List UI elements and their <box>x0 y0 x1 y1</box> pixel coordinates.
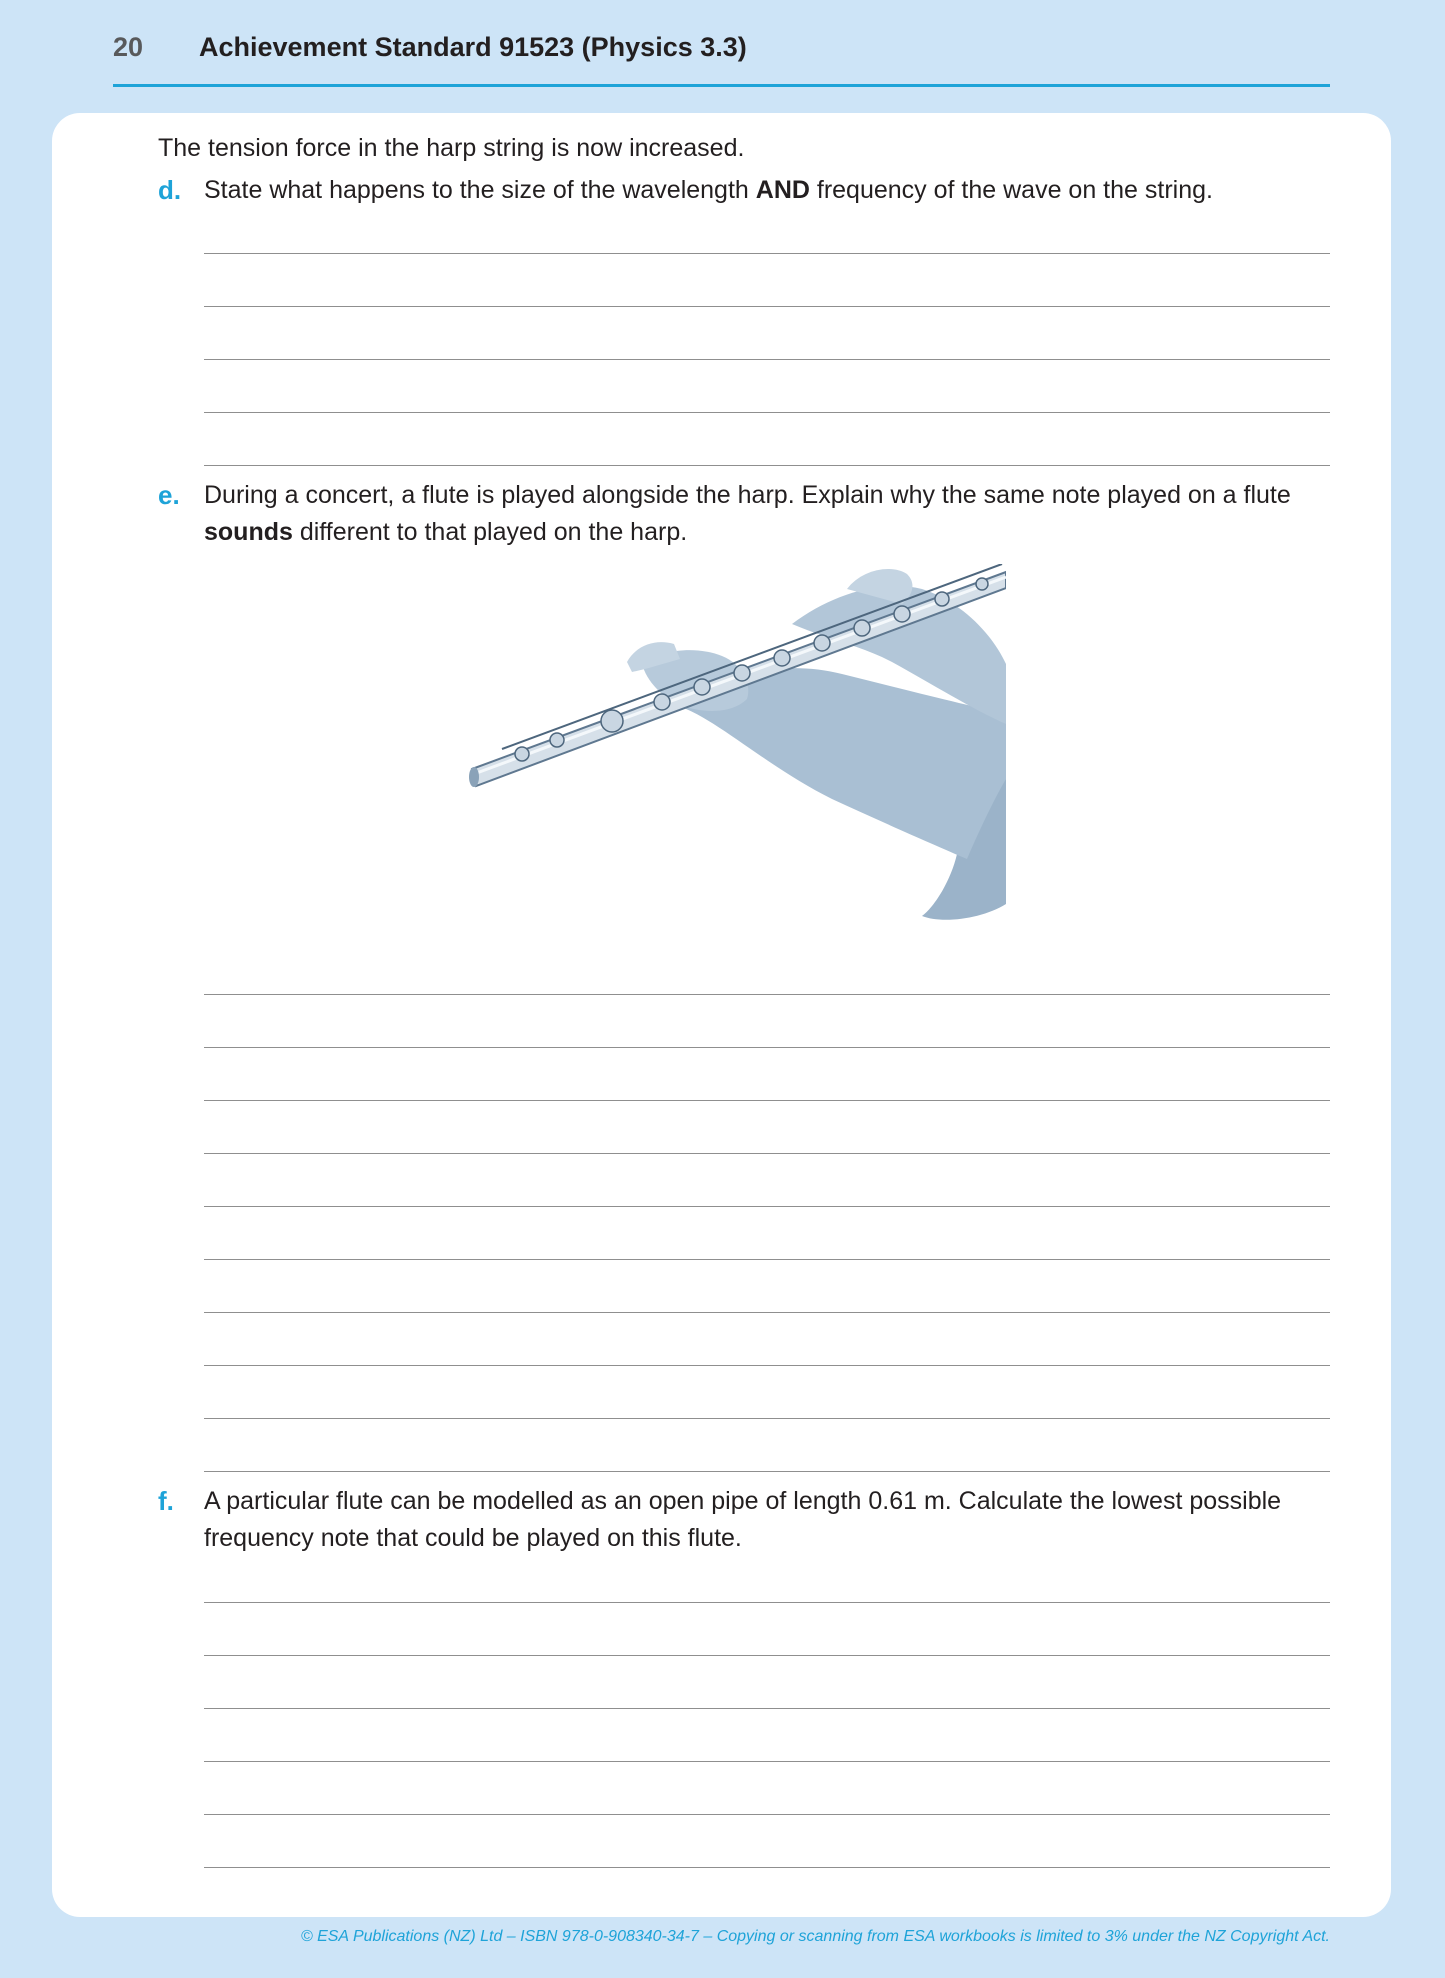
answer-line-e-9[interactable] <box>204 1418 1330 1419</box>
question-e-line1: During a concert, a flute is played alongside the harp. Explain why the same note played on a flute <box>204 481 1291 509</box>
answer-line-d-2[interactable] <box>204 306 1330 307</box>
intro-text: The tension force in the harp string is now increased. <box>158 134 745 162</box>
question-d-text-part1: State what happens to the size of the wavelength <box>204 176 756 204</box>
answer-line-f-6[interactable] <box>204 1867 1330 1868</box>
worksheet-card <box>52 113 1391 1917</box>
page-title: Achievement Standard 91523 (Physics 3.3) <box>199 32 747 62</box>
question-f-line1: A particular flute can be modelled as an open pipe of length 0.61 m. Calculate the lowest possible <box>204 1487 1282 1515</box>
question-f-line2: frequency note that could be played on this flute. <box>204 1524 742 1552</box>
question-d-bold: AND <box>755 176 810 204</box>
answer-line-e-2[interactable] <box>204 1047 1330 1048</box>
answer-line-f-1[interactable] <box>204 1602 1330 1603</box>
question-e-line2-rest: different to that played on the harp. <box>292 518 688 546</box>
question-d-text <box>204 172 1213 209</box>
question-f-letter: f. <box>158 1486 174 1516</box>
question-d-letter: d. <box>158 175 182 205</box>
answer-line-e-3[interactable] <box>204 1100 1330 1101</box>
page-number: 20 <box>113 32 144 62</box>
answer-line-e-5[interactable] <box>204 1206 1330 1207</box>
question-e-bold: sounds <box>204 518 293 546</box>
answer-line-f-3[interactable] <box>204 1708 1330 1709</box>
answer-line-e-1[interactable] <box>204 994 1330 995</box>
answer-line-e-7[interactable] <box>204 1312 1330 1313</box>
answer-line-d-1[interactable] <box>204 253 1330 254</box>
answer-line-f-4[interactable] <box>204 1761 1330 1762</box>
page-header <box>113 0 1330 87</box>
flute-image <box>462 564 1006 926</box>
answer-line-e-10[interactable] <box>204 1471 1330 1472</box>
answer-line-f-2[interactable] <box>204 1655 1330 1656</box>
question-d-text-part2: frequency of the wave on the string. <box>809 176 1213 204</box>
answer-line-f-5[interactable] <box>204 1814 1330 1815</box>
answer-line-d-5[interactable] <box>204 465 1330 466</box>
copyright-footer: © ESA Publications (NZ) Ltd – ISBN 978-0-908340-34-7 – Copying or scanning from ESA workbooks is limited to 3% under the NZ Copyright Act. <box>300 1928 1330 1945</box>
flute-end <box>469 767 479 787</box>
answer-line-e-6[interactable] <box>204 1259 1330 1260</box>
answer-line-d-4[interactable] <box>204 412 1330 413</box>
answer-line-e-8[interactable] <box>204 1365 1330 1366</box>
question-e-line2 <box>204 514 687 551</box>
answer-line-e-4[interactable] <box>204 1153 1330 1154</box>
question-e-letter: e. <box>158 480 180 510</box>
answer-line-d-3[interactable] <box>204 359 1330 360</box>
